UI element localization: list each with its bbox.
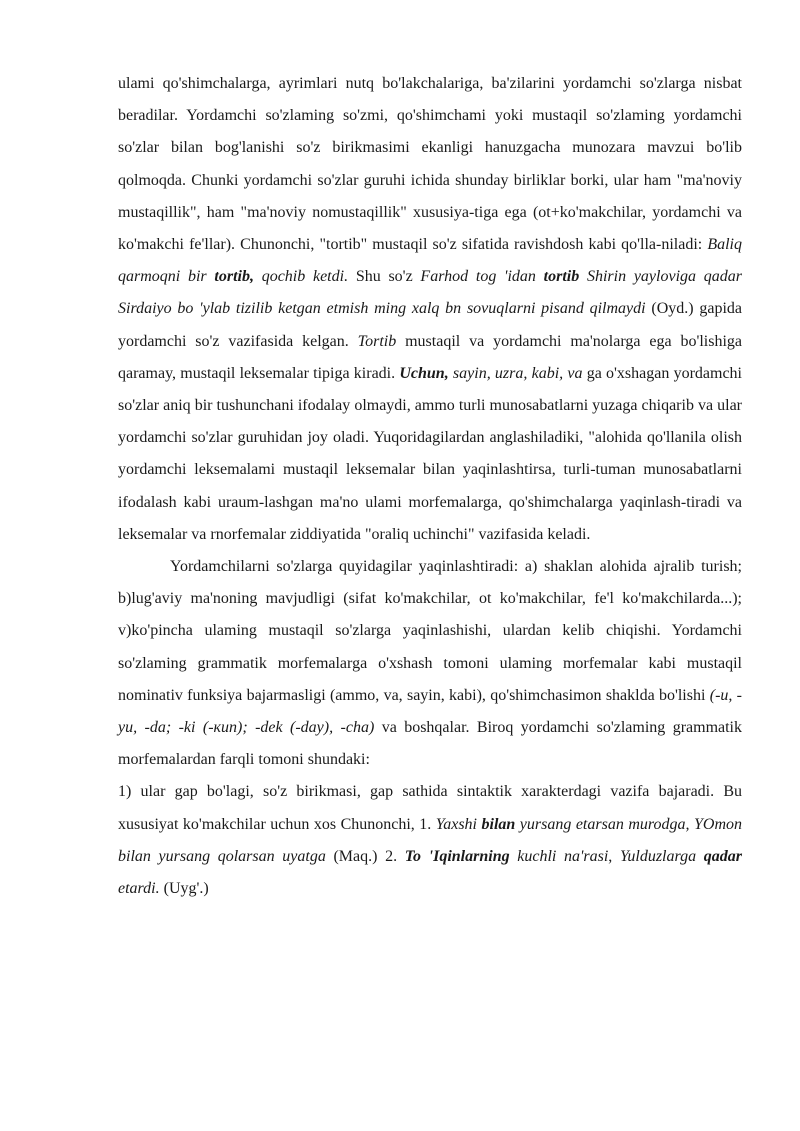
text-segment: Yordamchilarni so'zlarga quyidagilar yaqinlashtiradi: a) shaklan alohida ajralib turish; b)lug'aviy ma'noning mavjudligi (sifat ko'makchilar, ot ko'makchilar, fe'l ko'makchilarda...); v)ko'pincha ulaming mustaqil so'zlarga yaqinlashishi, ulardan kelib chiqishi. Yordamchi so'zlaming grammatik morfemalarga o'xshash tomoni ulaming morfemalar kabi mustaqil nominativ funksiya bajarmasligi (ammo, va, sayin, kabi), qo'shimchasimon shaklda bo'lishi bbox=[118, 558, 742, 704]
text-segment: 1) ular gap bo'lagi, so'z birikmasi, gap sathida sintaktik xarakterdagi vazifa bajaradi. Bu xususiyat ko'makchilar uchun xos Chunonchi, 1. bbox=[118, 783, 742, 833]
paragraph-1 bbox=[118, 68, 742, 551]
text-segment: Uchun, bbox=[399, 364, 449, 382]
text-segment: Shirin yayloviga qadar Sirdaiyo bo 'ylab tizilib ketgan etmish ming xalq bn sovuqlarni pisand qilmaydi bbox=[118, 268, 742, 318]
text-segment: tortib, bbox=[214, 268, 254, 286]
text-segment: Farhod tog 'idan bbox=[420, 268, 544, 286]
text-segment: kuchli na'rasi bbox=[509, 847, 609, 865]
text-segment: (Oyd.) gapida yordamchi so'z vazifasida kelgan. bbox=[118, 300, 743, 350]
text-segment: Baliq qarmoqni bir bbox=[118, 236, 742, 286]
text-segment: qadar bbox=[703, 847, 742, 865]
text-segment: va boshqalar. Biroq yordamchi so'zlaming grammatik morfemalardan farqli tomoni shundaki: bbox=[118, 719, 743, 769]
text-segment: Yulduzlarga bbox=[619, 847, 704, 865]
text-segment: (Maq.) 2. bbox=[325, 847, 405, 865]
text-segment: Tortib bbox=[357, 332, 397, 350]
paragraph-2 bbox=[118, 551, 742, 776]
text-segment: Shu so'z bbox=[348, 268, 421, 286]
text-segment: mustaqil va yordamchi ma'nolarga ega bo'lishiga qaramay, mustaqil leksemalar tipiga kiradi. bbox=[118, 332, 743, 382]
text-segment: qochib ketdi. bbox=[253, 268, 349, 286]
document-page bbox=[118, 68, 742, 905]
text-segment: To 'Iqinlarning bbox=[404, 847, 510, 865]
text-segment: , bbox=[608, 847, 620, 865]
text-segment: sayin, uzra, kabi, va bbox=[448, 364, 583, 382]
text-segment: etardi. bbox=[118, 880, 160, 898]
text-segment: ulami qo'shimchalarga, ayrimlari nutq bo'lakchalariga, ba'zilarini yordamchi so'zlarga nisbat beradilar. Yordamchi so'zlaming so'zmi, qo'shimchami yoki mustaqil so'zlaming yordamchi so'zlar bilan bog'lanishi so'z birikmasimi ekanligi hanuzgacha munozara mavzui bo'lib qolmoqda. Chunki yordamchi so'zlar guruhi ichida shunday birliklar borki, ular ham "ma'noviy mustaqillik", ham "ma'noviy nomustaqillik" xususiya-tiga ega (ot+ko'makchilar, yordamchi va ko'makchi fe'llar). Chunonchi, "tortib" mustaqil so'z sifatida ravishdosh kabi qo'lla-niladi: bbox=[118, 75, 742, 254]
text-segment: (Uyg'.) bbox=[159, 880, 209, 898]
text-segment: (-u, -yu, -da; -ki (-кип); -dek (-day), -cha) bbox=[118, 686, 743, 737]
text-segment: yursang etarsan murodga, YOmon bilan yursang qolarsan uyatga bbox=[118, 815, 743, 865]
text-segment: tortib bbox=[543, 268, 580, 286]
text-segment: Yaxshi bbox=[435, 815, 482, 833]
text-segment: ga o'xshagan yordamchi so'zlar aniq bir tushunchani ifodalay olmaydi, ammo turli munosabatlarni yuzaga chiqarib va ular yordamchi so'zlar guruhidan joy oladi. Yuqoridagilardan anglashiladiki, "alohida qo'llanila olish yordamchi leksemalami mustaqil leksemalar bilan yaqinlashtirsa, turli-tuman munosabatlarni ifodalash kabi uraum-lashgan ma'no ulami morfemalarga, qo'shimchalarga yaqinlash-tiradi va leksemalar va rnorfemalar ziddiyatida "oraliq uchinchi" vazifasida keladi. bbox=[118, 364, 742, 543]
paragraph-3 bbox=[118, 776, 742, 905]
text-segment: bilan bbox=[481, 815, 516, 833]
